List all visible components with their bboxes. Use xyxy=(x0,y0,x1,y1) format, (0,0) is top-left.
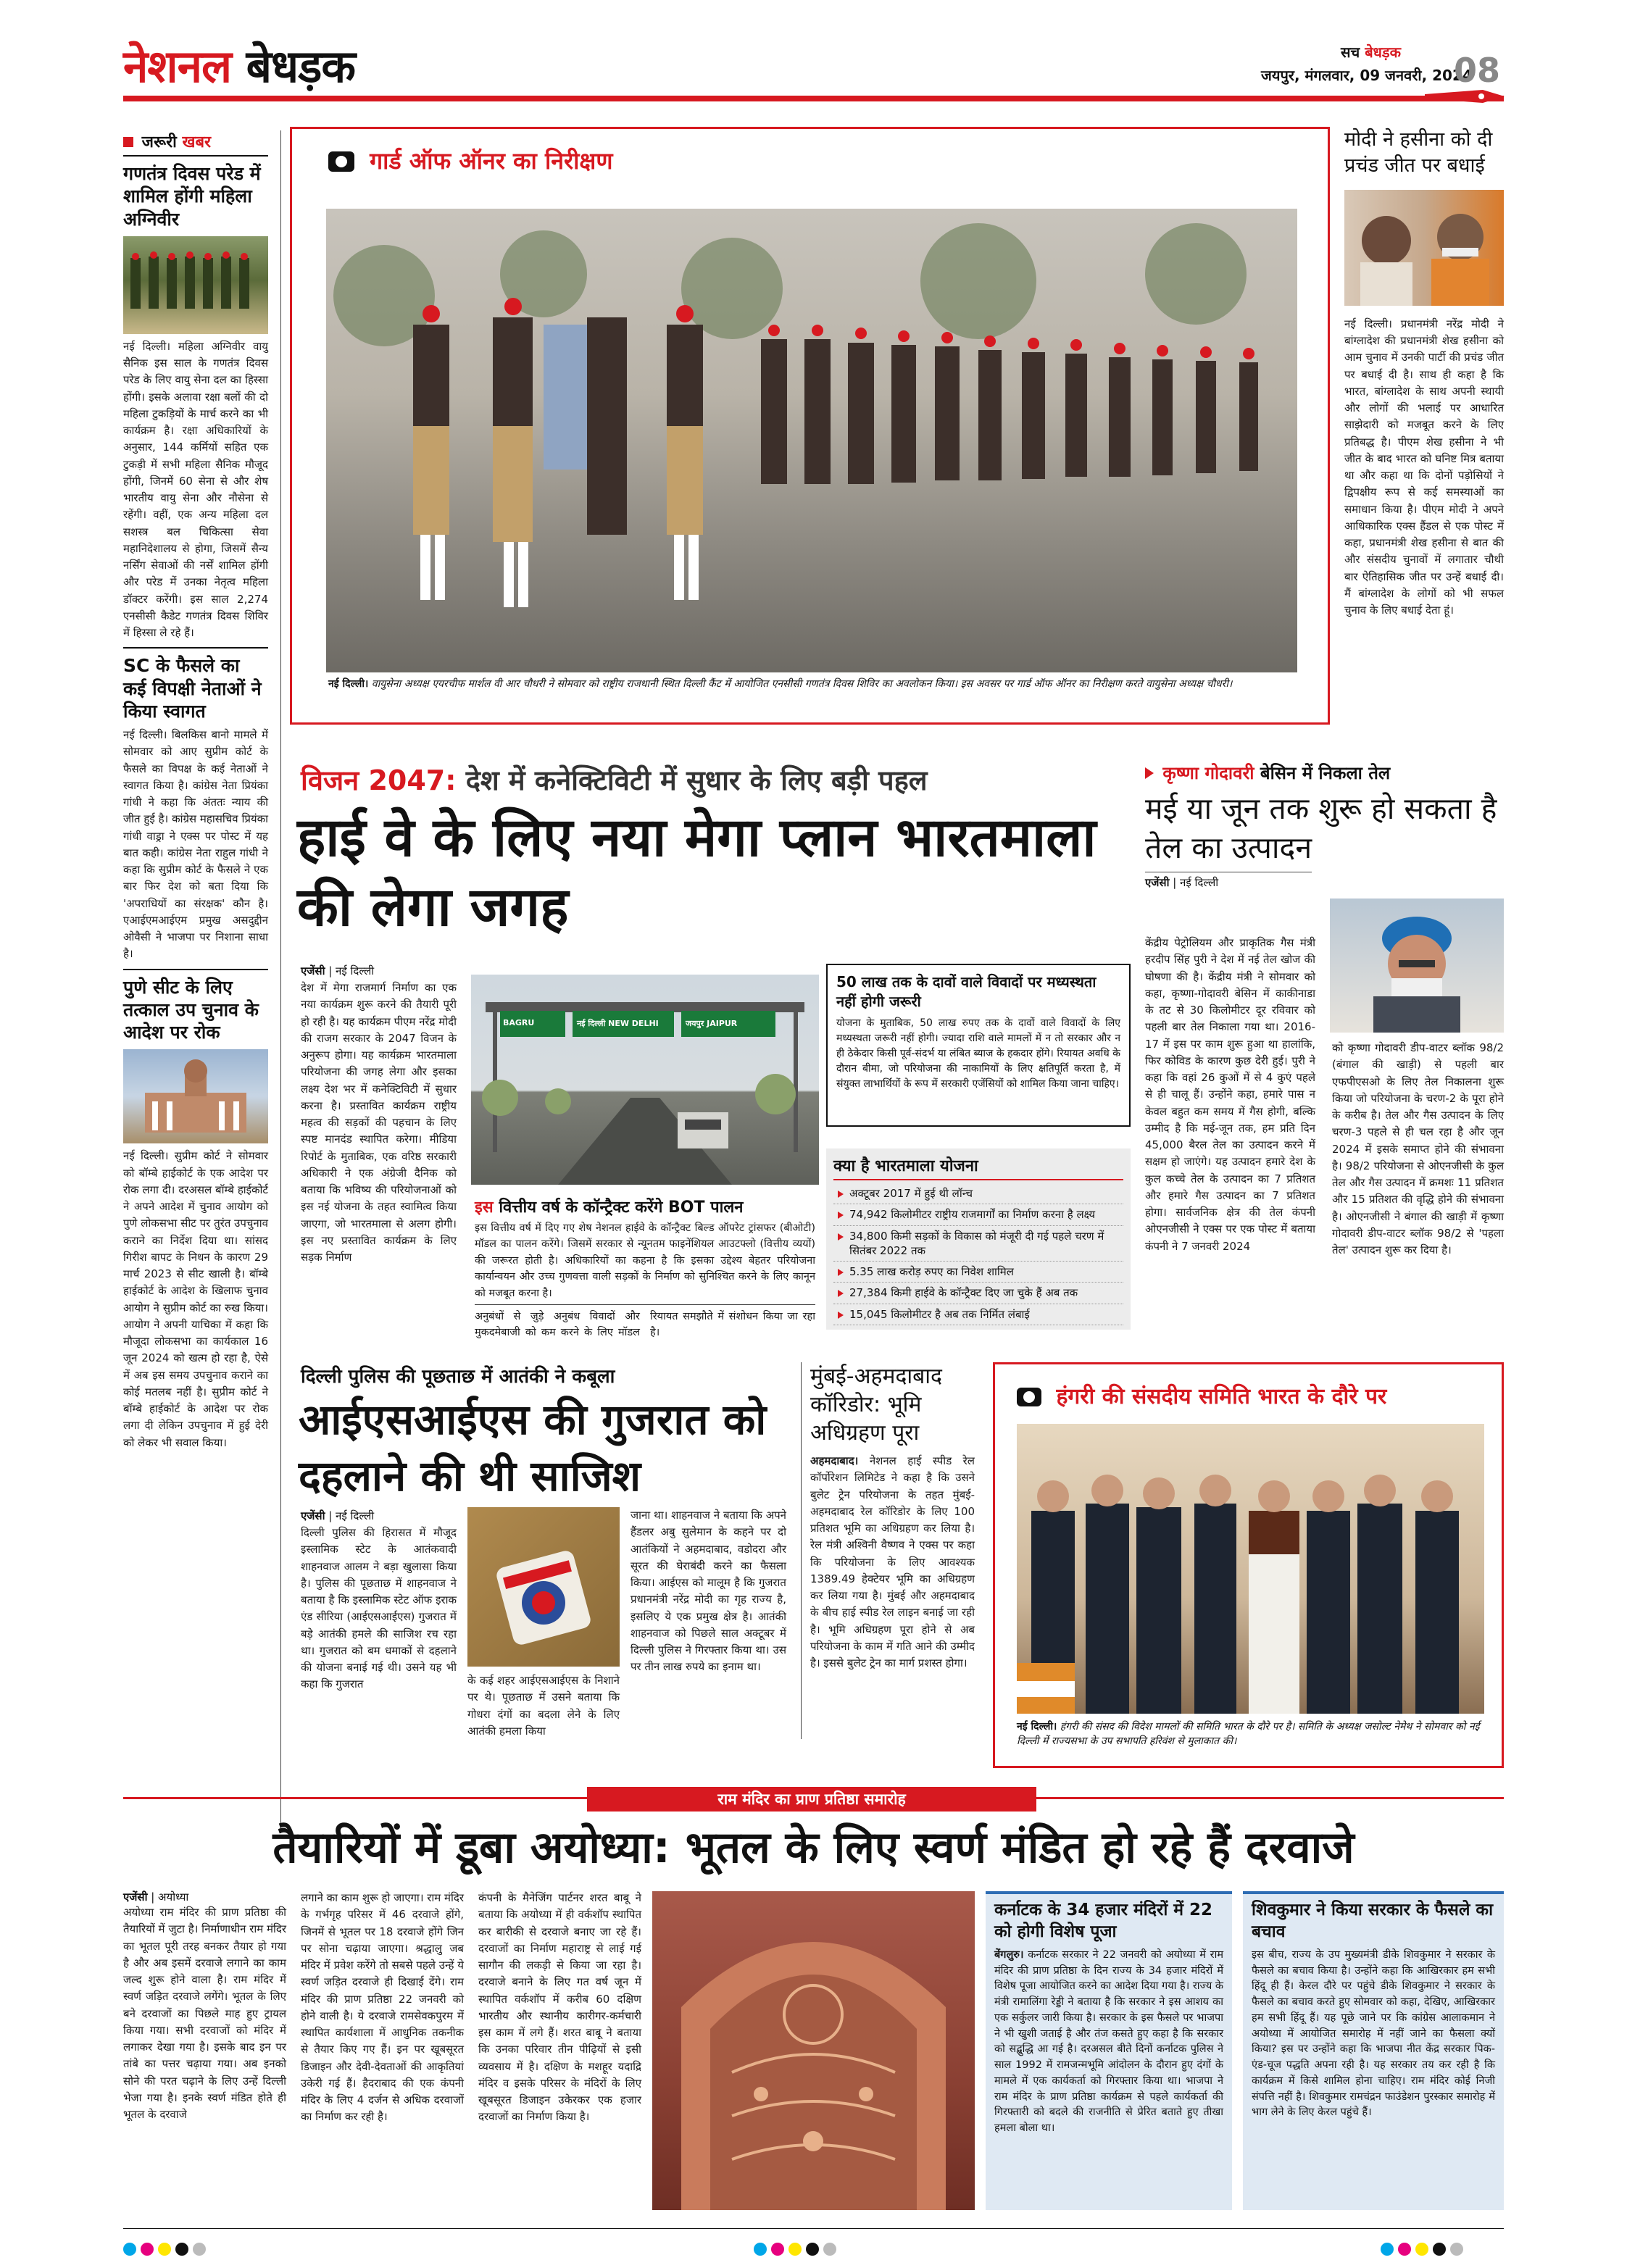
isis-byline-b: नई दिल्ली xyxy=(336,1509,375,1522)
shivakumar-body: इस बीच, राज्य के उप मुख्यमंत्री डीके शिवकुमार ने सरकार के फैसले का बचाव किया है। उन्होंने कहा कि आखिरकार हम सभी हिंदू ही हैं। केरल दौरे पर पहुंचे डीके शिवकुमार ने सरकार के फैसले का बचाव करते हुए सोमवार को कहा, देखिए, आखिरकार हम सभी हिंदू हैं। यह पूछे जाने पर कि कांग्रेस आलाकमान ने अयोध्या में आयोजित समारोह में नहीं जाने का फैसला क्यों किया? इस पर उन्होंने कहा कि भाजपा नीत केंद्र सरकार पिक-एंड-चूज पद्धति अपना रही है। यह सरकार तय कर रही है कि कार्यक्रम में किसे शामिल होना चाहिए। राम मंदिर कोई निजी संपत्ति नहीं है। शिवकुमार रामचंद्रन फाउंडेशन पुरस्कार समारोह में भाग लेने के लिए केरल पहुंचे हैं। xyxy=(1252,1948,1495,2119)
modi-headline: मोदी ने हसीना को दी प्रचंड जीत पर बधाई xyxy=(1344,128,1493,178)
isis-kicker: दिल्ली पुलिस की पूछताछ में आतंकी ने कबूला xyxy=(301,1366,615,1388)
bot-headline xyxy=(475,1196,823,1217)
oil-side: को कृष्णा गोदावरी डीप-वाटर ब्लॉक 98/2 (बंगाल की खाड़ी) से पहली बार एफपीएसओ के लिए तेल निकालना शुरू किया जो परियोजना के चरण-2 के पूरा होने के करीब है। तेल और गैस उत्पादन के लिए चरण-3 पहले से ही चल रहा है और जून 2024 में इसके समाप्त होने की संभावना है। 98/2 परियोजना से ओएनजीसी के कुल तेल और गैस उत्पादन में क्रमशः 11 प्रतिशत और 15 प्रतिशत की वृद्धि होने की संभावना है। ओएनजीसी ने बंगाल की खाड़ी में कृष्णा गोदावरी डीप-वाटर ब्लॉक 98/2 से 'पहला तेल' उत्पादन शुरू कर दिया है। xyxy=(1332,1041,1504,1256)
karnataka-place: बेंगलुरु। xyxy=(994,1948,1024,1961)
isis-col3: जाना था। शाहनवाज ने बताया कि अपने हैंडलर अबु सुलेमान के कहने पर दो आतंकियों ने अहमदाबाद, वडोदरा और सूरत की घेराबंदी करने का फैसला किया। आईएस को मालूम है कि गुजरात प्रधानमंत्री नरेंद्र मोदी का गृह राज्य है, इसलिए ये एक प्रमुख क्षेत्र है। आतंकी शाहनवाज को पिछले साल अक्टूबर में दिल्ली पुलिस ने गिरफ्तार किया था। उस पर तीन लाख रुपये का इनाम था। xyxy=(631,1509,786,1674)
arbitration-body: योजना के मुताबिक, 50 लाख रुपए तक के दावों वाले विवादों के लिए मध्यस्थता जरूरी नहीं होगी। ज्यादा राशि वाले मामलों में न तो सरकार और न ही ठेकेदार किसी पूर्व-संदर्भ या लंबित ब्याज के हकदार होंगे। रियायत अवधि के दौरान बीमा, जो परियोजना की नाकामियों के लिए क्षतिपूर्ति करता है, में संयुक्त लाभार्थियों के रूप में सरकारी एजेंसियों को शामिल किया जाना चाहिए। xyxy=(836,1017,1120,1090)
modi-story xyxy=(1344,127,1504,750)
arbitration-title: 50 लाख तक के दावों वाले विवादों पर मध्यस्थता नहीं होगी जरूरी xyxy=(836,973,1097,1010)
karnataka-body xyxy=(994,1948,1223,2137)
page-number: 08 xyxy=(1454,51,1501,90)
bottom-rule xyxy=(123,2228,1504,2229)
hungary-caption-place: नई दिल्ली। xyxy=(1017,1721,1057,1733)
vision-byline: एजेंसी | नई दिल्ली xyxy=(301,964,375,977)
ayodhya-headline: तैयारियों में डूबा अयोध्या: भूतल के लिए स्वर्ण मंडित हो रहे हैं दरवाजे xyxy=(272,1822,1355,1873)
ayodhya-col2: लगाने का काम शुरू हो जाएगा। राम मंदिर के गर्भगृह परिसर में 46 दरवाजे होंगे, जिनमें से भूतल पर 18 दरवाजे होंगे जिन पर सोना चढ़ाया जाएगा। श्रद्धालु जब मंदिर में प्रवेश करेंगे तो सबसे पहले उन्हें ये स्वर्ण जड़ित दरवाजे ही दिखाई देंगे। राम मंदिर की प्राण प्रतिष्ठा 22 जनवरी को होने वाली है। ये दरवाजे रामसेवकपुरम में स्थापित कार्यशाला में आधुनिक तकनीक से तैयार किए गए हैं। इन पर खूबसूरत डिजाइन और देवी-देवताओं की आकृतियां उकेरी गई हैं। हैदराबाद की एक कंपनी मंदिर के लिए 4 दर्जन से अधिक दरवाजों का निर्माण कर रही है। xyxy=(301,1891,464,2124)
oil-byline-a: एजेंसी xyxy=(1145,876,1170,890)
logo-right: बेधड़क xyxy=(246,40,355,93)
vision-col1: देश में मेगा राजमार्ग निर्माण का एक नया कार्यक्रम शुरू करने की तैयारी पूरी हो रही है। यह कार्यक्रम पीएम नरेंद्र मोदी की राजग सरकार के 2047 विजन के अनुरूप होगा। यह कार्यक्रम भारतमाला परियोजना की जगह लेगा और इसका लक्ष्य देश भर में कनेक्टिविटी में सुधार करना है। प्रस्तावित कार्यक्रम राष्ट्रीय महत्व की सड़कों की पहचान के लिए स्पष्ट मानदंड स्थापित करेगा। मीडिया रिपोर्ट के मुताबिक, एक वरिष्ठ सरकारी अधिकारी ने एक अंग्रेजी दैनिक को बताया कि भविष्य की परियोजनाओं को इस नई योजना के तहत स्वामित्व किया जाएगा, जो भारतमाला से अलग होगी। इस नए प्रस्तावित कार्यक्रम के लिए सड़क निर्माण xyxy=(301,981,457,1264)
dateline: जयपुर, मंगलवार, 09 जनवरी, 2024 xyxy=(1261,67,1473,84)
vision-headline: हाई वे के लिए नया मेगा प्लान भारतमाला की लेगा जगह xyxy=(297,806,1097,939)
rail-body-text: नेशनल हाई स्पीड रेल कॉर्पोरेशन लिमिटेड ने कहा है कि उसने बुलेट ट्रेन परियोजना के तहत मुंबई-अहमदाबाद रेल कॉरिडोर के लिए 100 प्रतिशत भूमि का अधिग्रहण कर लिया है। रेल मंत्री अश्विनी वैष्णव ने एक्स पर कहा कि परियोजना के लिए आवश्यक 1389.49 हेक्टेयर भूमि का अधिग्रहण कर लिया गया है। मुंबई और अहमदाबाद के बीच हाई स्पीड रेल लाइन बनाई जा रही है। भूमि अधिग्रहण पूरा होने से अब परियोजना के काम में गति आने की उम्मीद है। इससे बुलेट ट्रेन का मार्ग प्रशस्त होगा। xyxy=(810,1454,975,1669)
guard-caption-place: नई दिल्ली। xyxy=(328,678,369,690)
highway-photo xyxy=(471,975,819,1185)
ayodhya-byline: एजेंसी | अयोध्या xyxy=(123,1890,189,1904)
bharatmala-list xyxy=(833,1183,1123,1325)
oil-byline-b: नई दिल्ली xyxy=(1180,876,1219,890)
karnataka-body-text: कर्नाटक सरकार ने 22 जनवरी को अयोध्या में राम मंदिर की प्राण प्रतिष्ठा के दिन राज्य के 34 हजार मंदिरों में विशेष पूजा आयोजित करने का आदेश दिया गया है। राज्य के मंत्री रामालिंगा रेड्डी ने बताया है कि सरकार ने इस आशय का एक सर्कुलर जारी किया है। सरकार के इस फैसले पर भाजपा ने भी खुशी जताई है और तंज कसते हुए कहा है कि सरकार को सद्बुद्धि आ गई है। दरअसल बीते दिनों कर्नाटक पुलिस ने साल 1992 में रामजन्मभूमि आंदोलन के दौरान हुए दंगों के मामले में एक कार्यकर्ता को गिरफ्तार किया था। भाजपा ने राम मंदिर के प्राण प्रतिष्ठा कार्यक्रम से पहले कार्यकर्ता की गिरफ्तारी को बदले की राजनीति से प्रेरित बताते हुए तीखा हमला बोला था। xyxy=(994,1948,1224,2135)
modi-body: नई दिल्ली। प्रधानमंत्री नरेंद्र मोदी ने बांग्लादेश की प्रधानमंत्री शेख हसीना को आम चुनाव में उनकी पार्टी की प्रचंड जीत पर बधाई दी है। साथ ही कहा है कि भारत, बांग्लादेश के साथ अपनी स्थायी और लोगों की भलाई पर आधारित साझेदारी को मजबूत करने के लिए प्रतिबद्ध है। पीएम शेख हसीना ने भी जीत के बाद भारत को घनिष्ट मित्र बताया था और कहा था कि दोनों पड़ोसियों ने द्विपक्षीय रूप से कई समस्याओं का समाधान किया है। पीएम मोदी ने अपने आधिकारिक एक्स हैंडल से एक पोस्ट में कहा, प्रधानमंत्री शेख हसीना से बात की और संसदीय चुनावों में लगातार चौथी बार ऐतिहासिक जीत पर उन्हें बधाई दी। मैं बांग्लादेश के लोगों को भी सफल चुनाव के लिए बधाई देता हूं। xyxy=(1344,317,1504,617)
oil-kicker-text: बेसिन में निकला तेल xyxy=(1260,763,1391,783)
brief-label-b: खबर xyxy=(182,133,212,151)
ayodhya-byline-a: एजेंसी xyxy=(123,1890,148,1904)
rail-place: अहमदाबाद। xyxy=(810,1454,859,1467)
sign-new-delhi: नई दिल्ली NEW DELHI xyxy=(577,1019,659,1028)
bharatmala-box xyxy=(826,1148,1131,1330)
pen-nib-icon xyxy=(1425,86,1505,107)
hungary-box xyxy=(993,1362,1504,1768)
brand-a: सच xyxy=(1341,43,1360,61)
oil-kicker xyxy=(1145,761,1504,785)
isis-byline-a: एजेंसी xyxy=(301,1509,325,1522)
bot-body: इस वित्तीय वर्ष में दिए गए शेष नेशनल हाईवे के कॉन्ट्रैक्ट बिल्ड ऑपरेट ट्रांसफर (बीओटी) मॉडल का पालन करेंगे। जिसमें सरकार से न्यूनतम फाइनेंशियल आउटफ्लो (वित्तीय व्ययों) की जरूरत होती है। अधिकारियों का कहना है कि इसका उद्देश्य बेहतर परियोजना कार्यान्वयन और उच्च गुणवत्ता वाली सड़कों के निर्माण को सुनिश्चित करने के लिए कानून को मजबूत करना है। xyxy=(475,1222,815,1299)
hungary-title xyxy=(1017,1380,1386,1410)
logo xyxy=(123,35,355,96)
hardeep-puri-photo xyxy=(1330,899,1504,1033)
bot-title: वित्तीय वर्ष के कॉन्ट्रैक्ट करेंगे BOT पालन xyxy=(499,1198,744,1217)
bharatmala-item: 74,942 किलोमीटर राष्ट्रीय राजमार्गों का निर्माण करना है लक्ष्य xyxy=(833,1204,1123,1225)
brand-tag xyxy=(1341,42,1401,62)
shivakumar-story xyxy=(1243,1891,1504,2210)
oil-kicker-red: कृष्णा गोदावरी xyxy=(1162,763,1254,783)
arrow-icon xyxy=(1145,767,1154,779)
vision-kicker-red: विजन 2047: xyxy=(301,764,457,796)
section-marker-icon xyxy=(123,137,133,147)
oil-byline: एजेंसी | नई दिल्ली xyxy=(1145,872,1312,890)
hungary-title-text: हंगरी की संसदीय समिति भारत के दौरे पर xyxy=(1056,1384,1387,1409)
cmyk-marks-right xyxy=(1381,2243,1468,2259)
guard-caption-text: वायुसेना अध्यक्ष एयरचीफ मार्शल वी आर चौधरी ने सोमवार को राष्ट्रीय राजधानी स्थित दिल्ली कैंट में आयोजित एनसीसी गणतंत्र दिवस शिविर का अवलोकन किया। इस अवसर पर गार्ड ऑफ ऑनर का निरीक्षण करते वायुसेना अध्यक्ष चौधरी। xyxy=(371,678,1233,690)
brief-headline-2: SC के फैसले का कई विपक्षी नेताओं ने किया स्वागत xyxy=(123,655,262,722)
modi-hasina-photo xyxy=(1344,190,1504,306)
cmyk-marks-center xyxy=(754,2243,841,2259)
oil-headline: मई या जून तक शुरू हो सकता है तेल का उत्पादन xyxy=(1145,791,1497,866)
agniveer-photo xyxy=(123,236,268,334)
rail-body xyxy=(810,1453,975,1672)
rail-headline: मुंबई-अहमदाबाद कॉरिडोर: भूमि अधिग्रहण पूरा xyxy=(810,1364,942,1446)
isis-headline: आईएसआईएस की गुजरात को दहलाने की थी साजिश xyxy=(299,1395,767,1501)
bharatmala-item: 27,384 किमी हाईवे के कॉन्ट्रैक्ट दिए जा चुके हैं अब तक xyxy=(833,1283,1123,1304)
karnataka-headline: कर्नाटक के 34 हजार मंदिरों में 22 को होगी विशेष पूजा xyxy=(994,1901,1213,1941)
oil-story xyxy=(1145,761,1504,1348)
ayodhya-col3: कंपनी के मैनेजिंग पार्टनर शरत बाबू ने बताया कि अयोध्या में ही वर्कशॉप स्थापित कर बारीकी से दरवाजे बनाए जा रहे हैं। दरवाजों का निर्माण महाराष्ट्र से लाई गई सागौन की लकड़ी से किया जा रहा है। दरवाजे बनाने के लिए गत वर्ष जून में स्थापित वर्कशॉप में करीब 60 दक्षिण भारतीय और स्थानीय कारीगर-कर्मचारी इस काम में लगे हैं। शरत बाबू ने बताया कि उनका परिवार तीन पीढ़ियों से इसी व्यवसाय में है। दक्षिण के मशहूर यदाद्रि मंदिर व इसके परिसर के मंदिरों के लिए खूबसूरत डिजाइन उकेरकर एक हजार दरवाजों का निर्माण किया है। xyxy=(478,1891,641,2124)
rail-story xyxy=(801,1362,975,1739)
shivakumar-headline: शिवकुमार ने किया सरकार के फैसले का बचाव xyxy=(1252,1901,1494,1941)
ayodhya-byline-b: अयोध्या xyxy=(158,1890,189,1904)
brand-b: बेधड़क xyxy=(1365,43,1401,61)
divider xyxy=(123,647,268,649)
vision-byline-a: एजेंसी xyxy=(301,964,325,977)
vision-byline-b: नई दिल्ली xyxy=(336,964,375,977)
sign-bagru: BAGRU xyxy=(503,1018,535,1027)
guard-photo xyxy=(326,209,1297,672)
masthead xyxy=(123,29,1504,101)
oil-body: केंद्रीय पेट्रोलियम और प्राकृतिक गैस मंत्री हरदीप सिंह पुरी ने देश में नई तेल खोज की घोषणा की है। केंद्रीय मंत्री ने सोमवार को कहा, कृष्णा-गोदावरी बेसिन में काकीनाडा के तट से 30 किलोमीटर दूर रविवार को पहली बार तेल निकाला गया था। 2016-17 में इस पर काम शुरू हुआ था हालांकि, फिर कोविड के कारण कुछ देरी हुई। पुरी ने कहा कि वहां 26 कुओं में से 4 कुएं पहले से ही चालू हैं। उन्होंने कहा, हमारे पास न केवल बहुत कम समय में गैस होगी, बल्कि उम्मीद है कि मई-जून तक, हम प्रति दिन 45,000 बैरल तेल का उत्पादन करने में सक्षम हो जाएंगे। यह उत्पादन हमारे देश के कुल कच्चे तेल के उत्पादन का 7 प्रतिशत और हमारे गैस उत्पादन का 7 प्रतिशत होगा। सार्वजनिक क्षेत्र की तेल कंपनी ओएनजीसी ने एक्स पर एक पोस्ट में बताया कंपनी ने 7 जनवरी 2024 xyxy=(1145,936,1315,1253)
vision-col2: अनुबंधों से जुड़े अनुबंध विवादों और मुकदमेबाजी को कम करने के लिए मॉडल रियायत समझौते में संशोधन किया जा रहा है। xyxy=(475,1311,815,1339)
guard-title-text: गार्ड ऑफ ऑनर का निरीक्षण xyxy=(370,147,613,175)
bharatmala-item: अक्टूबर 2017 में हुई थी लॉन्च xyxy=(833,1183,1123,1204)
ayodhya-tag: राम मंदिर का प्राण प्रतिष्ठा समारोह xyxy=(587,1787,1036,1812)
brief-headline-3: पुणे सीट के लिए तत्काल उप चुनाव के आदेश पर रोक xyxy=(123,976,259,1043)
vision-kicker xyxy=(301,761,1098,799)
bharatmala-item: 5.35 लाख करोड़ रुपए का निवेश शामिल xyxy=(833,1262,1123,1283)
bot-red: इस xyxy=(475,1198,494,1217)
hungary-caption-text: हंगरी की संसद की विदेश मामलों की समिति भारत के दौरे पर है। समिति के अध्यक्ष जसोल्ट नेमेथ ने सोमवार को नई दिल्ली में राज्यसभा के उप सभापति हरिवंश से मुलाकात की। xyxy=(1017,1721,1480,1748)
brief-headline-1: गणतंत्र दिवस परेड में शामिल होंगी महिला अग्निवीर xyxy=(123,163,261,230)
brief-body-2: नई दिल्ली। बिलकिस बानो मामले में सोमवार को आए सुप्रीम कोर्ट के फैसले का विपक्ष के कई नेताओं ने स्वागत किया है। कांग्रेस नेता प्रियंका गांधी ने कहा कि अंततः न्याय की जीत हुई है। कांग्रेस महासचिव प्रियंका गांधी वाड्रा ने एक्स पर पोस्ट में यह बात कही। कांग्रेस नेता राहुल गांधी ने कहा कि सुप्रीम कोर्ट के फैसले ने एक बार फिर देश को बता दिया कि 'अपराधियों का संरक्षक' कौन है। एआईएमआईएम प्रमुख असदुद्दीन ओवैसी ने भाजपा पर निशाना साधा है। xyxy=(123,728,268,961)
column-divider xyxy=(280,130,281,1833)
supreme-court-photo xyxy=(123,1049,268,1143)
bharatmala-item: 34,800 किमी सड़कों के विकास को मंजूरी दी गई पहले चरण में सितंबर 2022 तक xyxy=(833,1226,1123,1262)
temple-door-photo xyxy=(652,1891,975,2210)
cmyk-marks-left xyxy=(123,2243,210,2259)
vision-kicker-text: देश में कनेक्टिविटी में सुधार के लिए बड़ी पहल xyxy=(465,764,928,796)
hungary-photo xyxy=(1017,1424,1484,1714)
brief-column xyxy=(123,130,268,1833)
guard-caption xyxy=(328,677,1292,691)
isis-byline: एजेंसी | नई दिल्ली xyxy=(301,1509,375,1522)
sign-jaipur: जयपुर JAIPUR xyxy=(686,1019,738,1028)
brief-section-label xyxy=(123,130,268,157)
hungary-caption xyxy=(1017,1719,1484,1749)
camera-icon xyxy=(1017,1388,1041,1406)
police-badge-photo xyxy=(467,1507,620,1667)
bharatmala-title: क्या है भारतमाला योजना xyxy=(833,1154,1123,1180)
masthead-rule xyxy=(123,96,1504,101)
brief-body-1: नई दिल्ली। महिला अग्निवीर वायु सैनिक इस साल के गणतंत्र दिवस परेड के लिए वायु सेना दल का हिस्सा होंगी। इसके अलावा रक्षा बलों की दो महिला टुकड़ियों के मार्च करने का भी कार्यक्रम है। रक्षा अधिकारियों के अनुसार, 144 कर्मियों सहित एक टुकड़ी में सभी महिला सैनिक मौजूद होंगी, जिनमें 60 सेना से और शेष भारतीय वायु सेना और नौसेना से रहेंगी। वहीं, एक अन्य महिला दल सशस्त्र बल चिकित्सा सेवा महानिदेशालय से होगा, जिसमें सैन्य नर्सिंग सेवाओं की नर्सें शामिल होंगी और परेड में उनका नेतृत्व महिला डॉक्टर करेंगी। इस साल 2,274 एनसीसी कैडेट गणतंत्र दिवस शिविर में हिस्सा ले रहे हैं। xyxy=(123,339,268,639)
logo-left: नेशनल xyxy=(123,40,232,93)
isis-col2: के कई शहर आईएसआईएस के निशाने पर थे। पूछताछ में उसने बताया कि गोधरा दंगों का बदला लेने के लिए आतंकी हमला किया xyxy=(467,1674,620,1738)
divider xyxy=(123,969,268,970)
brief-label-a: जरूरी xyxy=(141,133,177,151)
bot-divider xyxy=(475,1304,815,1305)
karnataka-story xyxy=(986,1891,1232,2210)
ayodhya-col1: अयोध्या राम मंदिर की प्राण प्रतिष्ठा की तैयारियों में जुटा है। निर्माणाधीन राम मंदिर का भूतल पूरी तरह बनकर तैयार हो गया है और अब इसमें दरवाजे लगाने का काम जल्द शुरू होने वाला है। राम मंदिर में स्वर्ण जड़ित दरवाजे लगेंगे। भूतल के लिए बने दरवाजों का पिछले माह हुए ट्रायल किया गया। सभी दरवाजों को मंदिर में लगाकर देखा गया है। इसके बाद इन पर तांबे का पत्तर चढ़ाया गया। अब इनको सोने की परत चढ़ाने के लिए उन्हें दिल्ली भेजा गया है। इनके स्वर्ण मंडित होते ही भूतल के दरवाजे xyxy=(123,1906,286,2121)
arbitration-box xyxy=(826,964,1131,1127)
guard-box xyxy=(290,127,1330,725)
bharatmala-item: 15,045 किलोमीटर है अब तक निर्मित लंबाई xyxy=(833,1304,1123,1325)
camera-icon xyxy=(328,151,354,172)
brief-body-3: नई दिल्ली। सुप्रीम कोर्ट ने सोमवार को बॉम्बे हाईकोर्ट के एक आदेश पर रोक लगा दी। दरअसल बॉम्बे हाईकोर्ट ने अपने आदेश में चुनाव आयोग को पुणे लोकसभा सीट पर तुरंत उपचुनाव कराने का निर्देश दिया था। सांसद गिरीश बापट के निधन के कारण 29 मार्च 2023 से सीट खाली है। बॉम्बे हाईकोर्ट के आदेश के खिलाफ चुनाव आयोग ने सुप्रीम कोर्ट का रुख किया। आयोग ने अपनी याचिका में कहा कि मौजूदा लोकसभा का कार्यकाल 16 जून 2024 को खत्म हो रहा है, ऐसे में अब इस समय उपचुनाव कराने का कोई मतलब नहीं है। सुप्रीम कोर्ट ने बॉम्बे हाईकोर्ट के आदेश पर रोक लगा दी लेकिन उपचुनाव में हुई देरी को लेकर भी सवाल किया। xyxy=(123,1149,268,1449)
isis-col1: दिल्ली पुलिस की हिरासत में मौजूद इस्लामिक स्टेट के आतंकवादी शाहनवाज आलम ने बड़ा खुलासा किया है। पुलिस की पूछताछ में शाहनवाज ने बताया है कि इस्लामिक स्टेट ऑफ इराक एंड सीरिया (आईएसआईएस) गुजरात में बड़े आतंकी हमले की साजिश रच रहा था। गुजरात को बम धमाकों से दहलाने की योजना बनाई गई थी। उसने यह भी कहा कि गुजरात xyxy=(301,1526,457,1691)
guard-title xyxy=(328,145,613,176)
